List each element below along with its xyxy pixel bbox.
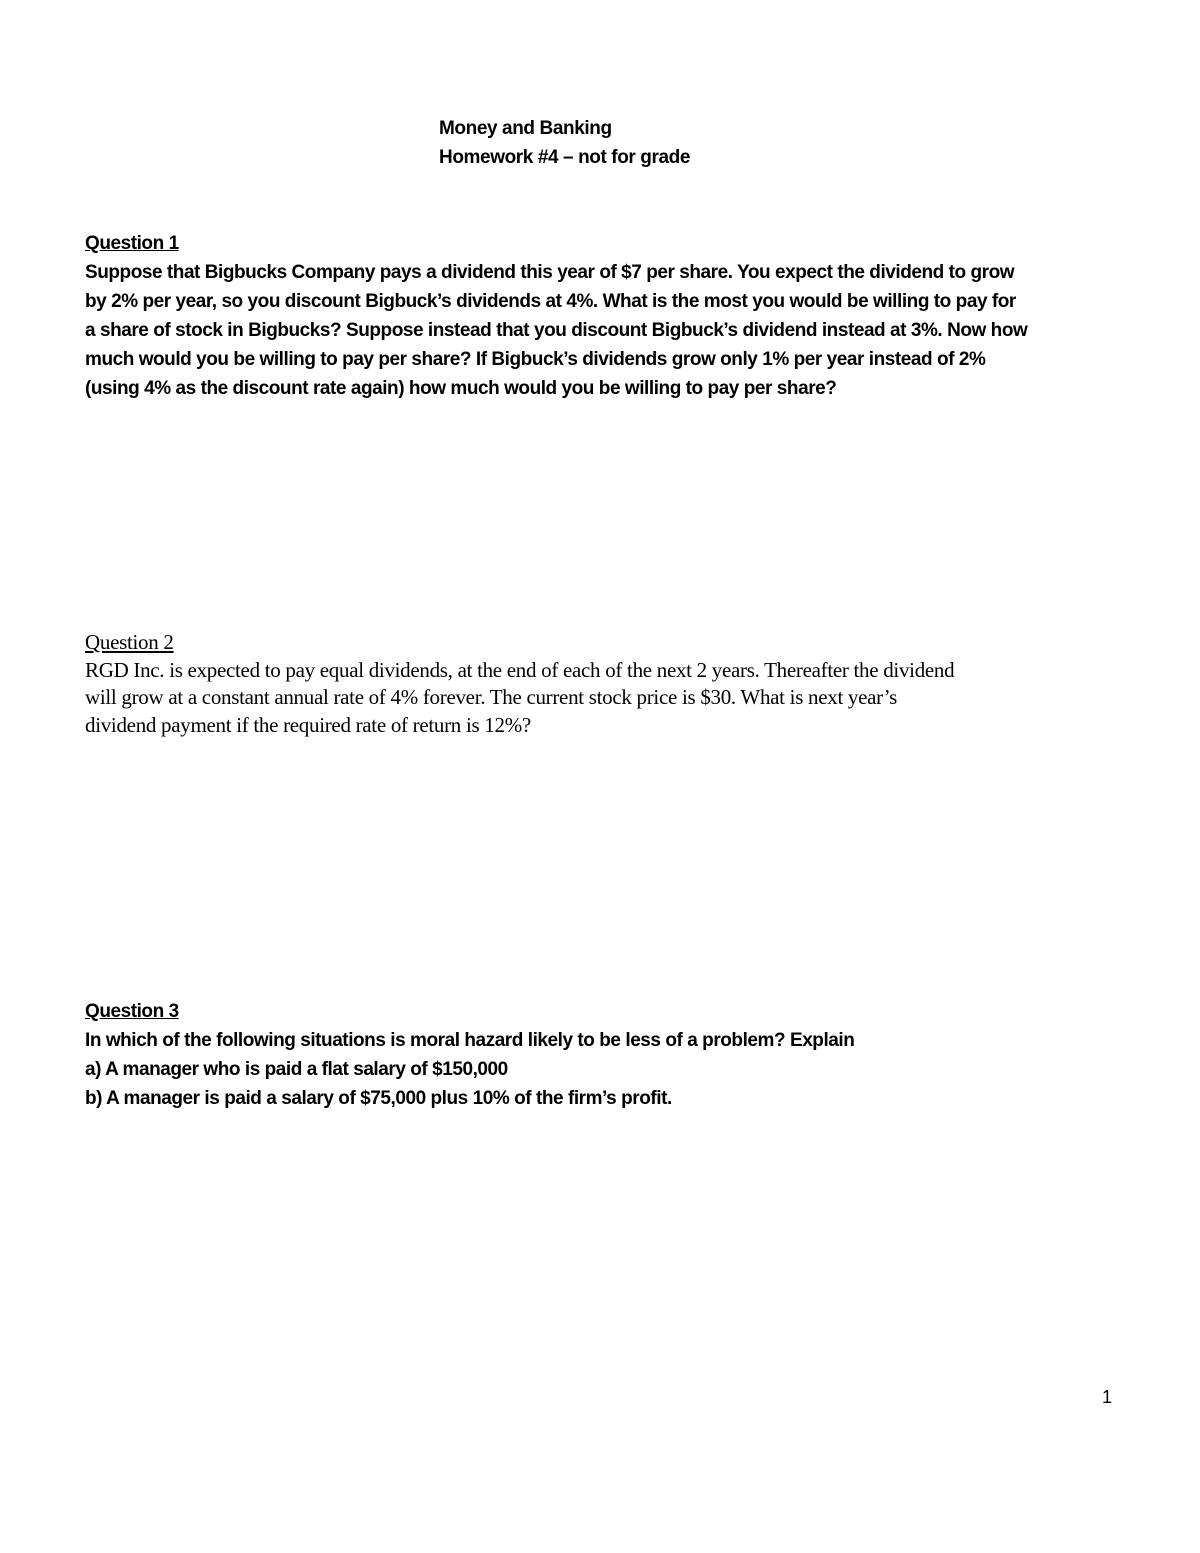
question-3 xyxy=(85,997,1125,1113)
question-1-heading: Question 1 xyxy=(85,233,179,254)
question-1-line: a share of stock in Bigbucks? Suppose instead that you discount Bigbuck’s dividend instead at 3%. Now how xyxy=(85,320,1028,341)
question-2-line: dividend payment if the required rate of return is 12%? xyxy=(85,712,531,737)
question-2-line: will grow at a constant annual rate of 4% forever. The current stock price is $30. What is next year’s xyxy=(85,685,898,709)
question-2-line: RGD Inc. is expected to pay equal dividends, at the end of each of the next 2 years. Thereafter the dividend xyxy=(85,657,955,682)
question-2-heading: Question 2 xyxy=(85,630,174,654)
page-number: 1 xyxy=(1102,1387,1113,1407)
question-3-option-a: a) A manager who is paid a flat salary of $150,000 xyxy=(85,1059,508,1080)
document-header xyxy=(439,114,690,172)
question-1 xyxy=(85,229,1125,403)
question-2 xyxy=(85,629,1125,739)
course-title: Money and Banking xyxy=(439,118,612,139)
question-3-option-b: b) A manager is paid a salary of $75,000 plus 10% of the firm’s profit. xyxy=(85,1088,672,1109)
question-1-line: Suppose that Bigbucks Company pays a dividend this year of $7 per share. You expect the dividend to grow xyxy=(85,262,1015,283)
question-1-line: by 2% per year, so you discount Bigbuck’s dividends at 4%. What is the most you would be willing to pay for xyxy=(85,291,1016,312)
question-1-line: (using 4% as the discount rate again) how much would you be willing to pay per share? xyxy=(85,378,837,399)
question-3-heading: Question 3 xyxy=(85,1001,179,1022)
question-3-line: In which of the following situations is moral hazard likely to be less of a problem? Explain xyxy=(85,1030,855,1051)
question-1-line: much would you be willing to pay per share? If Bigbuck’s dividends grow only 1% per year instead of 2% xyxy=(85,349,986,370)
homework-title: Homework #4 – not for grade xyxy=(439,147,691,168)
